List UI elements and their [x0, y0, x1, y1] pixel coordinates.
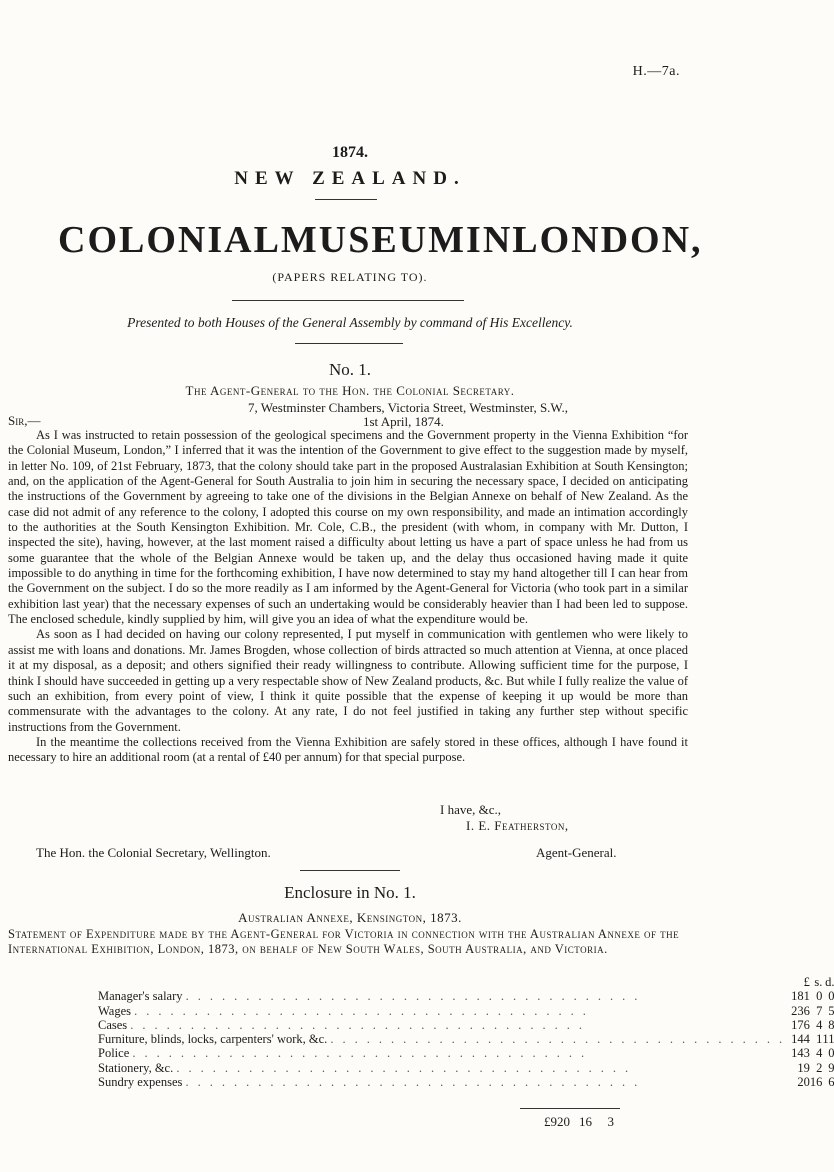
- divider: [232, 300, 464, 301]
- pence: 9: [828, 1060, 834, 1075]
- expense-item: Sundry expenses: [98, 1075, 183, 1090]
- shillings: 2: [816, 1060, 823, 1075]
- expense-item: Furniture, blinds, locks, carpenters' work, &c.: [98, 1032, 328, 1047]
- pounds: 181: [791, 989, 810, 1004]
- signatory-title: Agent-General.: [536, 845, 617, 860]
- subtitle: (PAPERS RELATING TO).: [272, 270, 428, 284]
- paragraph: As soon as I had decided on having our colony represented, I put myself in communication with gentlemen who were likely to assist me with loans and donations. Mr. James Brogden, whose collection of birds attracted so much attention at Vienna, at once placed it at my disposal, as a deposit; and others signified their ready willingness to contribute. Allowing sufficient time for the purpose, I think I should have succeeded in getting up a very respectable show of New Zealand products, &c. But while I fully realize the value of such an exhibition, from every point of view, I think it quite possible that the expense of keeping it up would be more than commensurate with the advantages to the colony. At any rate, I do not feel justified in taking any further step without specific instructions from the Government.: [8, 627, 688, 734]
- total-pounds: £920: [544, 1114, 570, 1129]
- paragraph: In the meantime the collections received from the Vienna Exhibition are safely stored in these offices, although I have found it necessary to hire an additional room (at a rental of £40 per annum) for that special purpose.: [8, 734, 688, 765]
- expense-item: Stationery, &c.: [98, 1060, 174, 1075]
- pounds: 236: [791, 1003, 810, 1018]
- divider: [295, 343, 403, 344]
- letter-address: 7, Westminster Chambers, Victoria Street, Westminster, S.W.,: [248, 400, 569, 415]
- pounds-header: £: [803, 975, 810, 989]
- short-divider: [315, 199, 377, 200]
- shillings: 16: [809, 1075, 823, 1090]
- enclosure-heading: Enclosure in No. 1.: [284, 883, 416, 902]
- shillings: 7: [816, 1003, 823, 1018]
- currency-header-row: [98, 975, 834, 989]
- total-rule: [520, 1108, 620, 1109]
- enclosure-place-date: Australian Annexe, Kensington, 1873.: [238, 910, 462, 925]
- letter-date: 1st April, 1874.: [363, 414, 444, 429]
- table-row: Furniture, blinds, locks, carpenters' work, &c. ...................................... 144 1 11: [98, 1032, 834, 1047]
- pence-header: d.: [825, 975, 834, 989]
- closing: I have, &c.,: [440, 802, 502, 817]
- total-pence: 3: [607, 1114, 614, 1129]
- pounds: 144: [791, 1032, 810, 1047]
- statement-heading: [8, 927, 688, 958]
- pounds: 19: [797, 1060, 810, 1075]
- title-word: MUSEUM: [280, 219, 467, 261]
- title-word: IN: [466, 219, 513, 261]
- addressee: The Hon. the Colonial Secretary, Wellington.: [36, 845, 271, 860]
- letter-from-to: The Agent-General to the Hon. the Colonial Secretary.: [185, 383, 515, 398]
- table-row: Stationery, &c. ...................................... 19 2 9: [98, 1060, 834, 1075]
- pounds: 20: [797, 1075, 810, 1090]
- pence: 0: [828, 1046, 834, 1061]
- shillings: 0: [816, 989, 823, 1004]
- table-row: Wages ...................................... 236 7 5: [98, 1003, 834, 1018]
- salutation: Sir,—: [8, 413, 41, 428]
- main-title: [58, 218, 703, 262]
- total-shillings: 16: [579, 1114, 592, 1129]
- expense-item: Cases: [98, 1017, 128, 1032]
- signatory: I. E. Featherston,: [466, 818, 569, 833]
- shillings: 4: [816, 1046, 823, 1061]
- expense-item: Police: [98, 1046, 130, 1061]
- expenditure-table: [98, 975, 834, 1089]
- title-word: LONDON,: [512, 219, 703, 261]
- letter-number: No. 1.: [328, 360, 372, 379]
- table-row: Cases ...................................... 176 4 8: [98, 1017, 834, 1032]
- pence: 0: [828, 989, 834, 1004]
- document-reference: H.—7a.: [632, 64, 680, 79]
- total-row: [524, 1114, 614, 1130]
- letter-body: [8, 428, 688, 766]
- table-row: Police ...................................... 143 4 0: [98, 1046, 834, 1061]
- statement-text: Statement of Expenditure made by the Agent-General for Victoria in connection with the Australian Annexe of the International Exhibition, London, 1873, on behalf of New South Wales, South Australia, and Victoria.: [8, 927, 680, 957]
- table-row: Manager's salary ...................................... 181 0 0: [98, 989, 834, 1004]
- pounds: 143: [791, 1046, 810, 1061]
- pence: 6: [828, 1075, 834, 1090]
- pounds: 176: [791, 1017, 810, 1032]
- paragraph: As I was instructed to retain possession of the geological specimens and the Government property in the Vienna Exhibition “for the Colonial Museum, London,” I inferred that it was the intention of the Government to give effect to the suggestion made by myself, in letter No. 109, of 21st February, 1873, that the colony should take part in the proposed Australasian Exhibition at South Kensington; and, on the application of the Agent-General for South Australia to join him in securing the necessary space, I decided on anticipating the instructions of the Government by agreeing to take one of the divisions in the Belgian Annexe on behalf of New Zealand. As the case did not admit of any reference to the colony, I adopted this course on my own responsibility, and made an intimation accordingly to the authorities at the South Kensington Exhibition. Mr. Cole, C.B., the president (with whom, in company with Mr. Dutton, I inspected the site), having, however, at the last moment raised a difficulty about letting us have a part of space unless he had from us some guarantee that the whole of the Belgian Annexe would be taken up, and the delay thus occasioned having made it quite impossible to do anything in time for the forthcoming exhibition, I have now determined to stay my hand altogether till I can hear from the Government on the subject. I do so the more readily as I am informed by the Agent-General for Victoria (who took part in a similar exhibition last year) that the necessary expenses of such an undertaking would be considerably heavier than I had been led to suppose. The enclosed schedule, kindly supplied by him, will give you an idea of what the expenditure would be.: [8, 428, 688, 627]
- table-row: Sundry expenses ...................................... 20 16 6: [98, 1075, 834, 1090]
- year: 1874.: [332, 144, 368, 161]
- expense-item: Manager's salary: [98, 989, 183, 1004]
- pence: 8: [828, 1017, 834, 1032]
- presented-line: Presented to both Houses of the General Assembly by command of His Excellency.: [127, 315, 573, 330]
- shillings: 4: [816, 1017, 823, 1032]
- pence: 11: [822, 1032, 834, 1047]
- divider: [300, 870, 400, 871]
- shillings: 1: [816, 1032, 823, 1047]
- title-word: COLONIAL: [58, 219, 281, 261]
- shillings-header: s.: [814, 975, 823, 989]
- country-heading: NEW ZEALAND.: [234, 168, 466, 189]
- pence: 5: [828, 1003, 834, 1018]
- expense-item: Wages: [98, 1003, 132, 1018]
